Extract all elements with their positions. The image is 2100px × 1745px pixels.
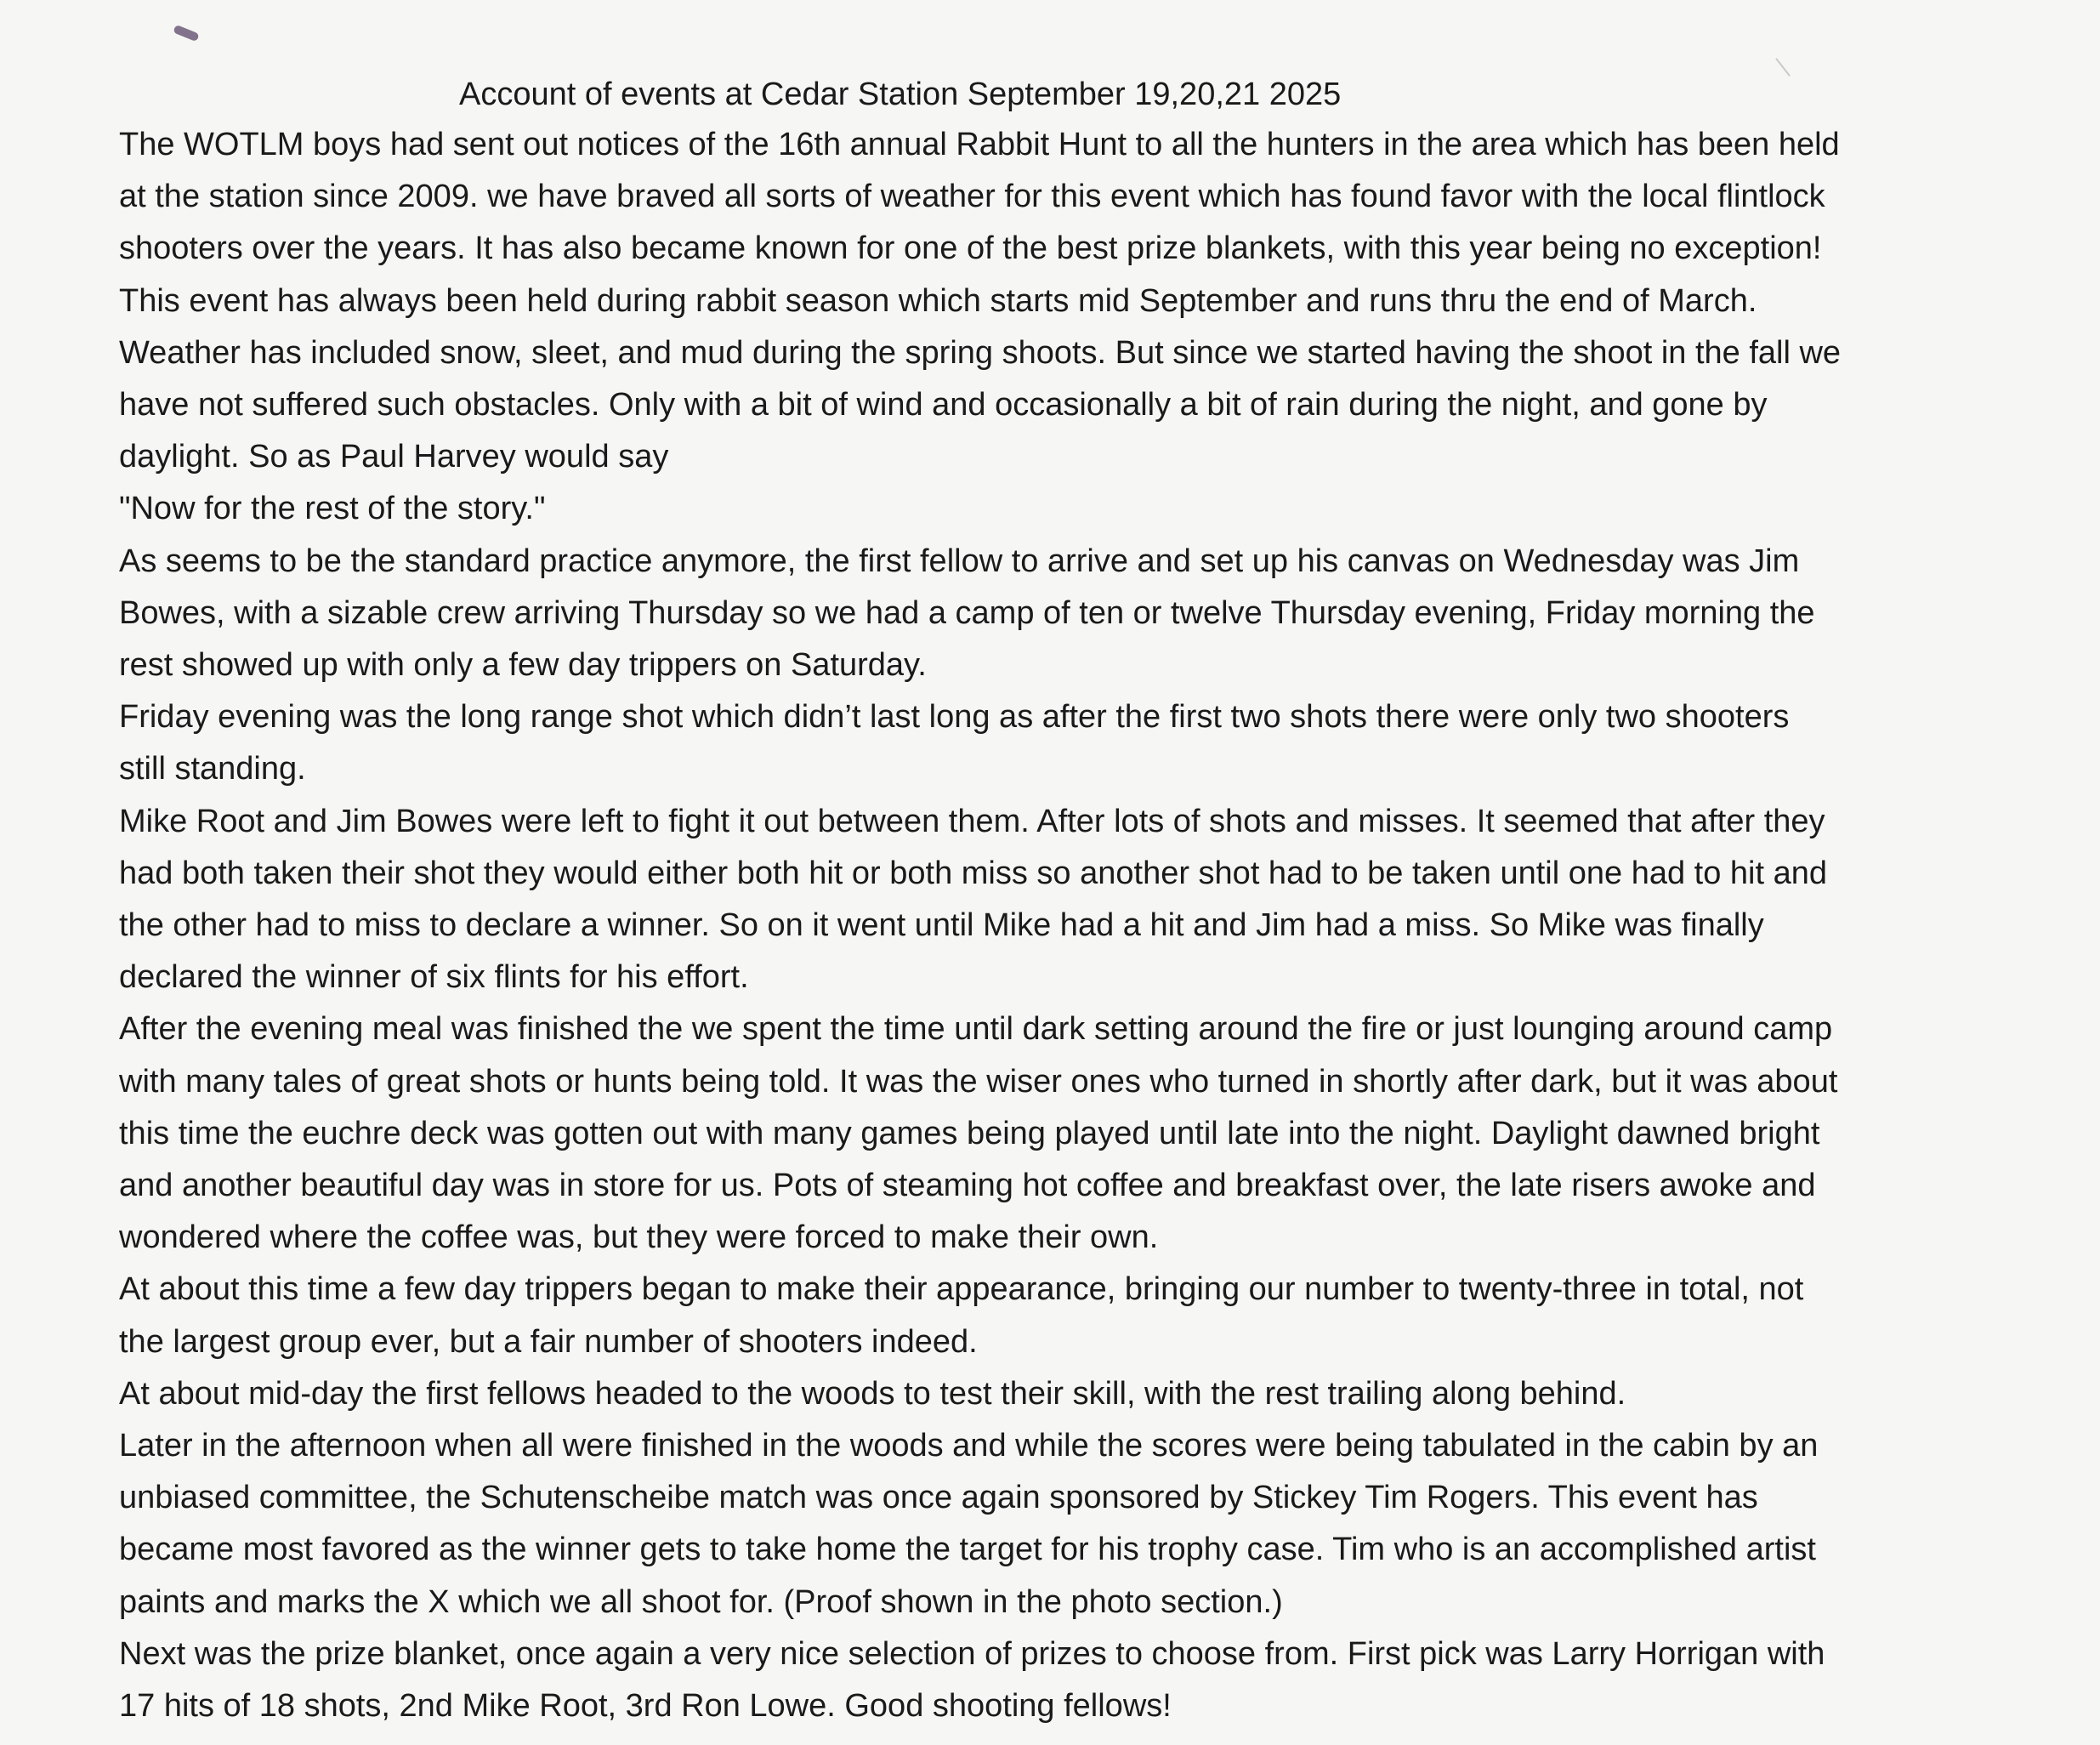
text-line: the largest group ever, but a fair number of shooters indeed. [119, 1323, 978, 1360]
text-line: rest showed up with only a few day trippers on Saturday. [119, 647, 927, 684]
text-line: shooters over the years. It has also became known for one of the best prize blankets, with this year being no exception! [119, 230, 1822, 267]
text-line: Bowes, with a sizable crew arriving Thursday so we had a camp of ten or twelve Thursday evening, Friday morning the [119, 594, 1815, 631]
text-line: had both taken their shot they would either both hit or both miss so another shot had to be taken until one had to hit and [119, 855, 1828, 891]
text-line: Friday evening was the long range shot which didn’t last long as after the first two shots there were only two shooters [119, 699, 1790, 736]
text-line: and another beautiful day was in store for us. Pots of steaming hot coffee and breakfast over, the late risers awoke and [119, 1168, 1816, 1204]
text-line: 17 hits of 18 shots, 2nd Mike Root, 3rd Ron Lowe. Good shooting fellows! [119, 1688, 1172, 1725]
text-line: paints and marks the X which we all shoot for. (Proof shown in the photo section.) [119, 1583, 1283, 1620]
text-line: unbiased committee, the Schutenscheibe match was once again sponsored by Stickey Tim Rogers. This event has [119, 1480, 1758, 1516]
text-line: Weather has included snow, sleet, and mud during the spring shoots. But since we started having the shoot in the fall we [119, 334, 1842, 371]
text-line: At about mid-day the first fellows headed to the woods to test their skill, with the rest trailing along behind. [119, 1375, 1626, 1412]
text-line: As seems to be the standard practice anymore, the first fellow to arrive and set up his canvas on Wednesday was Jim [119, 543, 1800, 579]
document-page [119, 70, 1989, 1732]
scan-artifact-mark [173, 25, 200, 43]
text-line: At about this time a few day trippers began to make their appearance, bringing our number to twenty-three in total, not [119, 1271, 1804, 1308]
text-line: the other had to miss to declare a winner. So on it went until Mike had a hit and Jim had a miss. So Mike was finally [119, 907, 1764, 944]
text-line: declared the winner of six flints for his effort. [119, 959, 749, 996]
text-line: Later in the afternoon when all were finished in the woods and while the scores were being tabulated in the cabin by an [119, 1428, 1819, 1464]
text-line: became most favored as the winner gets to take home the target for his trophy case. Tim who is an accomplished artist [119, 1532, 1816, 1568]
text-line: "Now for the rest of the story." [119, 491, 546, 527]
document-body [119, 119, 1989, 1732]
text-line: with many tales of great shots or hunts being told. It was the wiser ones who turned in shortly after dark, but it was about [119, 1063, 1838, 1100]
text-line: still standing. [119, 751, 306, 787]
text-line: daylight. So as Paul Harvey would say [119, 439, 669, 475]
document-title: Account of events at Cedar Station September 19,20,21 2025 [459, 77, 1342, 112]
text-line: wondered where the coffee was, but they were forced to make their own. [119, 1219, 1159, 1256]
text-line: at the station since 2009. we have braved all sorts of weather for this event which has found favor with the local flintlock [119, 179, 1825, 215]
text-line: Next was the prize blanket, once again a very nice selection of prizes to choose from. First pick was Larry Horrigan with [119, 1635, 1825, 1672]
text-line: After the evening meal was finished the we spent the time until dark setting around the fire or just lounging around camp [119, 1011, 1833, 1048]
text-line: This event has always been held during rabbit season which starts mid September and runs thru the end of March. [119, 282, 1757, 319]
text-line: this time the euchre deck was gotten out with many games being played until late into the night. Daylight dawned bright [119, 1115, 1820, 1151]
text-line: Mike Root and Jim Bowes were left to fight it out between them. After lots of shots and misses. It seemed that after they [119, 803, 1825, 839]
text-line: The WOTLM boys had sent out notices of the 16th annual Rabbit Hunt to all the hunters in the area which has been held [119, 127, 1840, 162]
text-line: have not suffered such obstacles. Only with a bit of wind and occasionally a bit of rain during the night, and gone by [119, 387, 1768, 423]
